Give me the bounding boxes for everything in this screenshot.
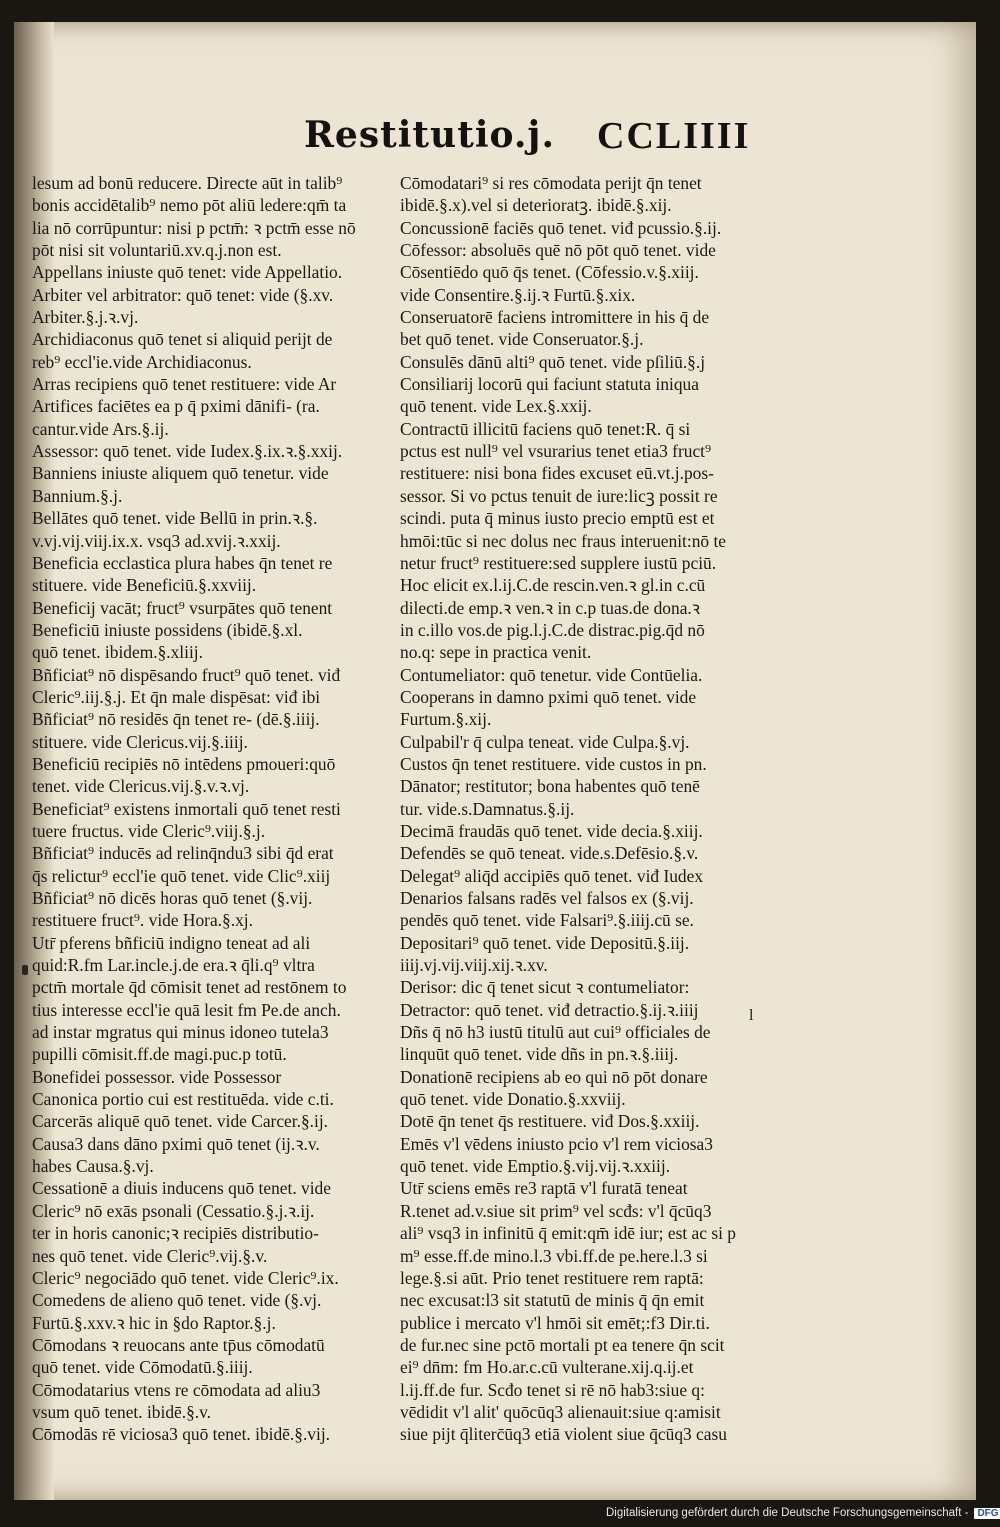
text-line: habes Causa.§.vj. bbox=[32, 1156, 154, 1177]
text-line: Cōmodatari⁹ si res cōmodata perijt q̄n tenet bbox=[400, 173, 702, 193]
text-line: quid:R.fm Lar.incle.j.de era.ꝛ q̄li.q⁹ vltra bbox=[32, 955, 315, 976]
book-page bbox=[14, 22, 976, 1500]
text-line: quō tenet. vide Donatio.§.xxviij. bbox=[400, 1089, 626, 1110]
text-line: Contractū illicitū faciens quō tenet:R. q̄ si bbox=[400, 418, 691, 439]
text-line: de fur.nec sine pctō mortali pt ea tenere q̄n scit bbox=[400, 1334, 725, 1355]
text-line: linquūt quō tenet. vide dñs in pn.ꝛ.§.iiij. bbox=[400, 1044, 679, 1065]
text-line: Carcerās aliquē quō tenet. vide Carcer.§.ij. bbox=[32, 1111, 329, 1132]
text-line: Denarios falsans radēs vel falsos ex (§.vij. bbox=[400, 888, 694, 908]
text-line: Cōsentiēdo quō q̄s tenet. (Cōfessio.v.§.xiij. bbox=[400, 262, 699, 283]
text-line: Beneficij vacāt; fruct⁹ vsurpātes quō tenent bbox=[32, 597, 333, 618]
left-column bbox=[32, 172, 388, 1446]
text-line: Depositari⁹ quō tenet. vide Depositū.§.iij. bbox=[400, 932, 690, 953]
text-line: ei⁹ dn̄m: fm Ho.ar.c.cū vulterane.xij.q.ij.et bbox=[400, 1357, 694, 1378]
text-line: Cleric⁹ nō exās psonali (Cessatio.§.j.ꝛ.ij. bbox=[32, 1200, 315, 1221]
text-line: Beneficiū iniuste possidens (ibidē.§.xl. bbox=[32, 619, 303, 640]
text-line: Assessor: quō tenet. vide Iudex.§.ix.ꝛ.§.xxij. bbox=[32, 441, 343, 462]
running-title: Restitutio.j. bbox=[304, 114, 555, 156]
text-line: Appellans iniuste quō tenet: vide Appellatio. bbox=[32, 262, 343, 283]
text-line: Defendēs se quō teneat. vide.s.Defēsio.§.v. bbox=[400, 843, 699, 864]
text-line: sessor. Si vo pctus tenuit de iure:licꝫ possit re bbox=[400, 485, 718, 506]
text-line: Cooperans in damno pximi quō tenet. vide bbox=[400, 686, 697, 707]
text-line: Hoc elicit ex.l.ij.C.de rescin.ven.ꝛ gl.in c.cū bbox=[400, 575, 706, 596]
text-line: m⁹ esse.ff.de mino.l.3 vbi.ff.de pe.here.l.3 si bbox=[400, 1245, 708, 1266]
text-line: Detractor: quō tenet. viđ detractio.§.ij.ꝛ.iiij bbox=[400, 999, 699, 1020]
text-line: Beneficiat⁹ existens inmortali quō tenet resti bbox=[32, 798, 341, 819]
text-line: tenet. vide Clericus.vij.§.v.ꝛ.vj. bbox=[32, 776, 250, 797]
text-line: Decimā fraudās quō tenet. vide decia.§.xiij. bbox=[400, 820, 703, 841]
text-line: Conseruatorē faciens intromittere in his q̄ de bbox=[400, 307, 710, 328]
text-line: Furtū.§.xxv.ꝛ hic in §do Raptor.§.j. bbox=[32, 1312, 276, 1333]
text-line: vēdidit v'l alit' quōcūq3 alienauit:siue q:amisit bbox=[400, 1401, 721, 1422]
text-line: quō tenent. vide Lex.§.xxij. bbox=[400, 396, 592, 417]
text-line: Cōmodatarius vtens re cōmodata ad aliu3 bbox=[32, 1379, 321, 1400]
text-line: Bellātes quō tenet. vide Bellū in prin.ꝛ.§. bbox=[32, 508, 318, 529]
dfg-logo: DFG bbox=[974, 1508, 1000, 1519]
text-line: Bñficiat⁹ nō residēs q̄n tenet re- (dē.§.iiij. bbox=[32, 709, 320, 730]
text-line: Causa3 dans dāno pximi quō tenet (ij.ꝛ.v. bbox=[32, 1133, 320, 1154]
text-line: Delegat⁹ aliq̄d accipiēs quō tenet. viđ Iudex bbox=[400, 865, 704, 886]
text-line: Emēs v'l vēdens iniusto pcio v'l rem viciosa3 bbox=[400, 1133, 713, 1154]
text-line: netur fruct⁹ restituere:sed supplere iustū pciū. bbox=[400, 552, 717, 573]
text-line: Consiliarij locorū qui faciunt statuta iniqua bbox=[400, 374, 699, 395]
text-line: ibidē.§.x).vel si deterioratꝫ. ibidē.§.xij. bbox=[400, 195, 672, 216]
text-line: tuere fructus. vide Cleric⁹.viij.§.j. bbox=[32, 820, 266, 841]
text-line: in c.illo vos.de pig.l.j.C.de distrac.pig.q̄d nō bbox=[400, 619, 705, 640]
text-line: Consulēs dānū alti⁹ quō tenet. vide pſiliū.§.j bbox=[400, 351, 706, 372]
text-line: cantur.vide Ars.§.ij. bbox=[32, 418, 169, 439]
text-line: Dānator; restitutor; bona habentes quō tenē bbox=[400, 776, 700, 797]
text-line: siue pijt q̄literc̄ūq3 etiā violent siue q̄cūq3 casu bbox=[400, 1424, 727, 1445]
running-header bbox=[14, 114, 976, 164]
text-line: Dotē q̄n tenet q̄s restituere. viđ Dos.§.xxiij. bbox=[400, 1111, 700, 1132]
text-line: Bonefidei possessor. vide Possessor bbox=[32, 1066, 282, 1087]
text-line: Bñficiat⁹ nō dicēs horas quō tenet (§.vij. bbox=[32, 888, 313, 908]
text-line: ali⁹ vsq3 in infinitū q̄ emit:qm̄ idē iur; est ac si p bbox=[400, 1223, 736, 1244]
text-line: Derisor: dic q̄ tenet sicut ꝛ contumeliator: bbox=[400, 977, 690, 998]
text-line: bet quō tenet. vide Conseruator.§.j. bbox=[400, 329, 644, 350]
digitization-credit bbox=[606, 1507, 1000, 1519]
text-line: Contumeliator: quō tenetur. vide Contūelia. bbox=[400, 664, 703, 685]
text-line: Donationē recipiens ab eo qui nō pōt donare bbox=[400, 1066, 708, 1087]
margin-note: l bbox=[749, 1007, 754, 1024]
text-line: Arras recipiens quō tenet restituere: vide Ar bbox=[32, 374, 337, 395]
text-line: pendēs quō tenet. vide Falsari⁹.§.iiij.cū se. bbox=[400, 910, 694, 931]
text-line: Beneficiū recipiēs nō intēdens pmoueri:quō bbox=[32, 753, 336, 774]
text-line: ter in horis canonic;ꝛ recipiēs distributio- bbox=[32, 1223, 319, 1244]
text-line: Concussionē faciēs quō tenet. viđ pcussio.§.ij. bbox=[400, 217, 722, 238]
text-line: ad instar mgratus qui minus idoneo tutela3 bbox=[32, 1022, 329, 1043]
text-line: publice i mercato v'l hmōi sit emēt;:f3 Dir.ti. bbox=[400, 1312, 710, 1333]
text-line: q̄s relictur⁹ eccl'ie quō tenet. vide Clic⁹.xiij bbox=[32, 865, 331, 886]
text-line: quō tenet. vide Cōmodatū.§.iiij. bbox=[32, 1357, 253, 1378]
text-line: stituere. vide Clericus.vij.§.iiij. bbox=[32, 731, 248, 752]
text-line: Furtum.§.xij. bbox=[400, 709, 492, 730]
text-line: reb⁹ eccl'ie.vide Archidiaconus. bbox=[32, 351, 252, 372]
credit-text: Digitalisierung gefördert durch die Deutsche Forschungsgemeinschaft - bbox=[606, 1507, 969, 1519]
text-line: pupilli cōmisit.ff.de magi.puc.p totū. bbox=[32, 1044, 287, 1065]
text-line: Cleric⁹.iij.§.j. Et q̄n male dispēsat: viđ ibi bbox=[32, 686, 321, 707]
text-line: Archidiaconus quō tenet si aliquid perijt de bbox=[32, 329, 333, 350]
text-line: Comedens de alieno quō tenet. vide (§.vj. bbox=[32, 1290, 322, 1311]
text-line: lia nō corrūpuntur: nisi p pctm̄: ꝛ pctm̄ esse nō bbox=[32, 217, 356, 238]
text-line: no.q: sepe in practica venit. bbox=[400, 642, 592, 663]
text-line: Cōfessor: absoluēs quē nō pōt quō tenet. vide bbox=[400, 240, 716, 261]
text-line: pctm̄ mortale q̄d cōmisit tenet ad restōnem to bbox=[32, 977, 347, 998]
text-line: tius interesse eccl'ie quā lesit fm Pe.de anch. bbox=[32, 999, 341, 1020]
text-line: iiij.vj.vij.viij.xij.ꝛ.xv. bbox=[400, 955, 548, 976]
text-line: l.ij.ff.de fur. Scđo tenet si rē nō hab3:siue q: bbox=[400, 1379, 705, 1400]
text-line: Canonica portio cui est restituēda. vide c.ti. bbox=[32, 1089, 334, 1110]
text-line: bonis accidētalib⁹ nemo pōt aliū ledere:qm̄ ta bbox=[32, 195, 347, 216]
text-line: quō tenet. vide Emptio.§.vij.vij.ꝛ.xxiij. bbox=[400, 1156, 671, 1177]
text-line: Banniens iniuste aliquem quō tenetur. vide bbox=[32, 463, 329, 484]
text-line: R.tenet ad.v.siue sit prim⁹ vel scđs: v'l q̄cūq3 bbox=[400, 1200, 712, 1221]
text-line: Cōmodans ꝛ reuocans ante tp̄us cōmodatū bbox=[32, 1334, 325, 1355]
text-line: stituere. vide Beneficiū.§.xxviij. bbox=[32, 575, 257, 596]
text-line: restituere: nisi bona fides excuset eū.vt.j.pos- bbox=[400, 463, 714, 484]
text-line: Bñficiat⁹ nō dispēsando fruct⁹ quō tenet. viđ bbox=[32, 664, 341, 685]
margin-mark bbox=[22, 965, 28, 975]
text-line: Arbiter vel arbitrator: quō tenet: vide (§.xv. bbox=[32, 284, 334, 305]
text-line: Cessationē a diuis inducens quō tenet. vide bbox=[32, 1178, 331, 1199]
text-line: Beneficia ecclastica plura habes q̄n tenet re bbox=[32, 552, 333, 573]
text-line: lege.§.si aūt. Prio tenet restituere rem raptā: bbox=[400, 1267, 704, 1288]
text-line: Bannium.§.j. bbox=[32, 485, 123, 506]
text-line: hmōi:tūc si nec dolus nec fraus interuenit:nō te bbox=[400, 530, 726, 551]
text-line: restituere fruct⁹. vide Hora.§.xj. bbox=[32, 910, 253, 931]
text-line: vide Consentire.§.ij.ꝛ Furtū.§.xix. bbox=[400, 284, 636, 305]
text-line: vsum quō tenet. ibidē.§.v. bbox=[32, 1401, 212, 1422]
text-line: dilecti.de emp.ꝛ ven.ꝛ in c.p tuas.de dona.ꝛ bbox=[400, 597, 700, 618]
text-line: Artifices faciētes ea p q̄ pximi dānifi- (ra. bbox=[32, 396, 320, 417]
text-line: nec excusat:l3 sit statutū de minis q̄ q̄n emit bbox=[400, 1290, 705, 1311]
text-line: Arbiter.§.j.ꝛ.vj. bbox=[32, 307, 139, 328]
text-line: nes quō tenet. vide Cleric⁹.vij.§.v. bbox=[32, 1245, 268, 1266]
text-line: Dñs q̄ nō h3 iustū titulū aut cui⁹ officiales de bbox=[400, 1022, 711, 1043]
text-line: Culpabil'r q̄ culpa teneat. vide Culpa.§.vj. bbox=[400, 731, 690, 752]
text-line: Cleric⁹ negociādo quō tenet. vide Cleric⁹.ix. bbox=[32, 1267, 339, 1288]
text-line: Utr̄ sciens emēs re3 raptā v'l furatā teneat bbox=[400, 1178, 688, 1199]
text-line: Utr̄ pferens bñficiū indigno teneat ad ali bbox=[32, 932, 311, 953]
text-line: lesum ad bonū reducere. Directe aūt in talib⁹ bbox=[32, 173, 343, 193]
text-line: scindi. puta q̄ minus iusto precio emptū est et bbox=[400, 508, 715, 529]
text-line: quō tenet. ibidem.§.xliij. bbox=[32, 642, 203, 663]
text-line: Cōmodās rē viciosa3 quō tenet. ibidē.§.vij. bbox=[32, 1424, 331, 1445]
text-line: Custos q̄n tenet restituere. vide custos in pn. bbox=[400, 753, 707, 774]
text-line: tur. vide.s.Damnatus.§.ij. bbox=[400, 798, 575, 819]
text-line: v.vj.vij.viij.ix.x. vsq3 ad.xvij.ꝛ.xxij. bbox=[32, 530, 281, 551]
right-column bbox=[400, 172, 772, 1446]
folio-number: CCLIIII bbox=[597, 115, 751, 157]
text-line: pctus est null⁹ vel vsurarius tenet etia3 fruct⁹ bbox=[400, 441, 712, 462]
text-line: pōt nisi sit voluntariū.xv.q.j.non est. bbox=[32, 240, 282, 261]
text-line: Bñficiat⁹ inducēs ad relinq̄ndu3 sibi q̄d erat bbox=[32, 843, 334, 864]
